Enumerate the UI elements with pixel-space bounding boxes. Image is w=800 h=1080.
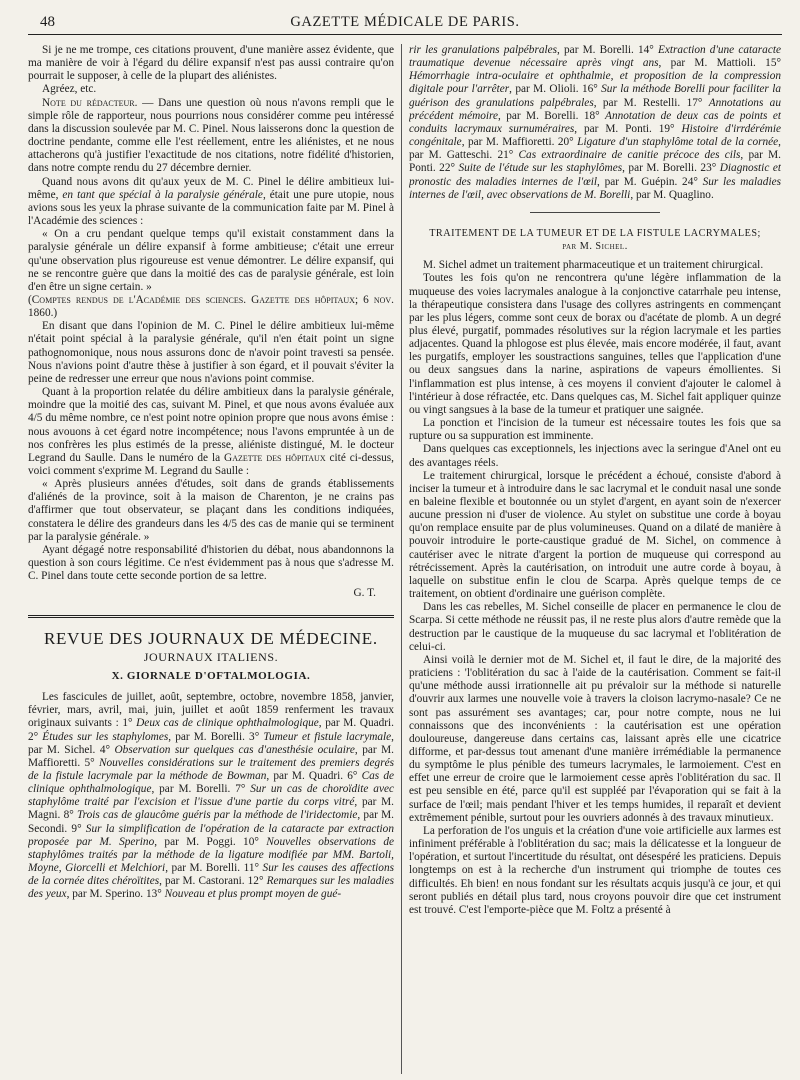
paragraph: Ainsi voilà le dernier mot de M. Sichel et, il faut le dire, de la majorité des praticiens : 'l'oblitération du sac à l'aide de la cautérisation. Comment se fait-il qu'une méthode aussi irrationnelle ait pu prévaloir sur la méthode si naturelle d'ouvrir aux larmes une nouvelle voie à travers la cloison lacrymo-nasale? Ce ne sont pas assurément ses avantages; car, pour notre compte, nous ne lui connaissons que des inconvénients : la cautérisation est une opération douloureuse, dangereuse dans certains cas, laissant après elle une cicatrice difforme, et par-dessus tout amenant d'une manière irrémédiable la permanence du symptôme le plus pénible des tumeurs lacrymales, le larmoiement. C'est en effet une erreur de croire que le larmoiement cesse après l'oblitération du sac. Il est peu sensible en été, parce qu'il est suppléé par l'évaporation qui se fait à la surface de l'œil; mais pendant l'hiver et les temps humides, il reparaît et devient extrêmement pénible, surtout pour les ouvriers adonnés à des travaux minutieux. [409, 653, 781, 824]
paragraph: Dans les cas rebelles, M. Sichel conseille de placer en permanence le clou de Scarpa. Si cette méthode ne réussit pas, il ne reste plus alors d'autre remède que la destruction par le caustique de la muqueuse du sac lacrymal et l'oblitération de celui-ci. [409, 601, 781, 653]
text-run: Quant à la proportion relatée du délire ambitieux dans la paralysie générale, moindre que la moitié des cas, suivant M. Pinel, et que nous avons évaluée aux 4/5 du même nombre, ce n'est point notre opinion propre que nous avons émise : nous avouons à cet égard notre incompétence; nous l'avons empruntée à un de nos confrères les plus estimés de la presse, aliéniste distingué, M. le docteur Legrand du Saulle. Dans le numéro de la [28, 386, 394, 464]
article-title: TRAITEMENT DE LA TUMEUR ET DE LA FISTULE LACRYMALES; par M. Sichel. [429, 227, 761, 253]
text-run: cité ci-dessus, voici comment s'exprime M. Legrand du Saulle : [28, 451, 394, 477]
editor-note-label: Note du rédacteur. [42, 96, 138, 109]
paragraph: Si je ne me trompe, ces citations prouvent, d'une manière assez évidente, que ma manière de voir à l'égard du délire expansif n'est pas aussi contraire qu'on pourrait le supposer, à celle de la plupart des aliénistes. [28, 44, 394, 83]
paragraph: En disant que dans l'opinion de M. C. Pinel le délire ambitieux lui-même n'était point spécial à la paralysie générale, qu'il n'en était point un signe pathognomonique, nous nous assurons donc de n'avoir point travesti sa pensée. Nous n'avions point d'autre thèse à justifier à son égard, et il pouvait s'éviter la peine de redresser une erreur que nous n'avions point commise. [28, 320, 394, 385]
column-divider [401, 44, 402, 1074]
left-column [28, 44, 394, 1076]
page-number: 48 [40, 14, 55, 30]
subsection-heading: JOURNAUX ITALIENS. [143, 649, 279, 664]
paragraph: Toutes les fois qu'on ne rencontrera qu'une légère inflammation de la muqueuse des voies lacrymales analogue à la conjonctive catarrhale peu intense, la thérapeutique consistera dans l'usage des collyres astringents en commençant par les plus légers, comme sont ceux de borax ou d'acétate de plomb. A un degré plus élevé, purgatif, pommades résolutives sur la région lacrymale et les parties adjacentes. Quand la phlogose est plus élevée, mais encore modérée, il faut, avant les purgatifs, employer les soustractions sanguines, telles que l'application d'une ou deux sangsues dans la narine, aspirations de vapeurs émollientes. Si l'inflammation est plus intense, à ces moyens il convient d'ajouter le calomel à l'intérieur à dose réfractée, etc. Dans quelques cas, M. Sichel fait appliquer quinze ou vingt sangsues à la base de la tumeur et pratiquer une saignée. [409, 272, 781, 416]
paragraph [28, 176, 394, 229]
signature: G. T. [353, 587, 376, 600]
journal-title: GAZETTE MÉDICALE DE PARIS. [290, 14, 520, 30]
text-run: Quand nous avons dit qu'aux yeux de M. C. Pinel le délire ambitieux lui-même, [28, 175, 394, 201]
italic-run: en tant que spécial à la paralysie générale [62, 188, 263, 201]
reference: (Comptes rendus de l'Académie des sciences. Gazette des hôpitaux; 6 nov. 1860.) [28, 293, 394, 320]
quotation: « On a cru pendant quelque temps qu'il existait constamment dans la paralysie générale un délire expansif à forme ambitieuse; c'était une erreur qu'une observation plus rigoureuse est venue démontrer. Le délire expansif, qui ne se rencontre guère que dans la moitié des cas de paralysie générale, est loin d'en être un signe certain. » [28, 228, 394, 293]
paragraph: Dans quelques cas exceptionnels, les injections avec la seringue d'Anel ont eu des avantages réels. [409, 443, 781, 469]
paragraph [28, 386, 394, 478]
section-heading: REVUE DES JOURNAUX DE MÉDECINE. [44, 628, 378, 648]
paragraph: rir les granulations palpébrales, par M. Borelli. 14° Extraction d'une cataracte traumatique devenue nécessaire après vingt ans, par M. Mattioli. 15° Hémorrhagie intra-oculaire et ophthalmie, et proposition de la compression digitale pour l'arrêter, par M. Olioli. 16° Sur la méthode Borelli pour faciliter la guérison des granulations palpébrales, par M. Restelli. 17° Annotations au précédent mémoire, par M. Borelli. 18° Annotation de deux cas de points et conduits lacrymaux surnuméraires, par M. Ponti. 19° Histoire d'irrdérémie congénitale, par M. Maffioretti. 20° Ligature d'un staphylôme total de la cornée, par M. Gatteschi. 21° Cas extraordinaire de canitie précoce des cils, par M. Ponti. 22° Suite de l'étude sur les staphylômes, par M. Borelli. 23° Diagnostic et pronostic des maladies internes de l'œil, par M. Guépin. 24° Sur les maladies internes de l'œil, avec observations de M. Borelli, par M. Quaglino. [409, 44, 781, 201]
journal-heading: X. GIORNALE D'OFTALMOLOGIA. [111, 669, 311, 682]
paragraph: La perforation de l'os unguis et la création d'une voie artificielle aux larmes est infiniment préférable à l'oblitération du sac; mais la délicatesse et la longueur de l'opération, et surtout l'incertitude du résultat, ont désespéré les praticiens. Depuis longtemps on est à la recherche d'un instrument qui triomphe de toutes ces difficultés. Eh bien! en nous fondant sur les résultats acquis jusqu'à ce jour, et qui seront publiés en détail plus tard, nous croyons pouvoir dire que cet instrument est trouvé. C'est l'emporte-pièce que M. Foltz a présenté à [409, 824, 781, 916]
text-run: , était une pure utopie, nous avions sous les yeux la phrase suivante de la communication faite par M. Pinel à l'Académie des sciences : [28, 188, 394, 228]
paragraph: Les fascicules de juillet, août, septembre, octobre, novembre 1858, janvier, février, mars, avril, mai, juin, juillet et août 1859 renferment les travaux originaux suivants : 1° Deux cas de clinique ophthalmologique, par M. Quadri. 2° Études sur les staphylomes, par M. Borelli. 3° Tumeur et fistule lacrymale, par M. Sichel. 4° Observation sur quelques cas d'anesthésie oculaire, par M. Maffioretti. 5° Nouvelles considérations sur le traitement des premiers degrés de la fistule lacrymale par la méthode de Bowman, par M. Quadri. 6° Cas de clinique ophthalmologique, par M. Borelli. 7° Sur un cas de choroïdite avec staphylôme traité par l'excision et l'issue d'une partie du corps vitré, par M. Magni. 8° Trois cas de glaucôme guéris par la méthode de l'iridectomie, par M. Secondi. 9° Sur la simplification de l'opération de la cataracte par extraction proposée par M. Sperino, par M. Poggi. 10° Nouvelles observations de staphylômes traités par la méthode de la ligature modifiée par MM. Bartoli, Moyne, Giorcelli et Melchiori, par M. Borelli. 11° Sur les causes des affections de la cornée dites chéroïtites, par M. Castorani. 12° Remarques sur les maladies des yeux, par M. Sperino. 13° Nouveau et plus prompt moyen de gué- [28, 691, 394, 901]
paragraph: Ayant dégagé notre responsabilité d'historien du débat, nous abandonnons la question à son cours légitime. Ce n'est évidemment pas à nous que s'adresse M. C. Pinel dans toute cette seconde portion de sa lettre. [28, 543, 394, 583]
page-header [28, 8, 782, 35]
divider [530, 212, 660, 213]
paragraph: Agréez, etc. [42, 83, 97, 96]
small-caps-run: Gazette des hôpitaux [224, 451, 326, 464]
editor-note [28, 97, 394, 176]
paragraph: M. Sichel admet un traitement pharmaceutique et un traitement chirurgical. [423, 259, 764, 272]
right-column [409, 44, 781, 1076]
paragraph: Le traitement chirurgical, lorsque le précédent a échoué, consiste d'abord à inciser la tumeur et à introduire dans le sac lacrymal et le conduit nasal une sonde en baleine flexible et boutonnée ou un stylet d'argent, en ayant soin de n'exercer aucune pression ni d'user de violence. Au stylet on substitue une corde à boyau qu'on remplace ensuite par de plus volumineuses. Quand on a dilaté de manière à pouvoir introduire le porte-caustique gradué de M. Sichel, on commence à cautériser avec le nitrate d'argent la portion de muqueuse qui correspond au rétrécissement. Après la cautérisation, on introduit une autre corde à boyau, à laquelle on substitue enfin le clou de Scarpa. Après quelque temps de ce traitement, on obtient d'ordinaire une guérison complète. [409, 469, 781, 601]
paragraph: La ponction et l'incision de la tumeur est nécessaire toutes les fois que sa rupture ou sa suppuration est imminente. [409, 417, 781, 443]
section-rule [28, 615, 394, 618]
editor-note-text: — Dans une question où nous n'avons rempli que le simple rôle de rapporteur, nous pourrions nous considérer comme peu intéressé dans la discussion soulevée par M. C. Pinel. Nous laisserons donc la question de doctrine pendante, comme elle l'est réellement, entre les aliénistes, et ne nous attacherons qu'à justifier l'exactitude de nos citations, notre fidélité d'historien, dans notre compte rendu du 27 décembre dernier. [28, 96, 394, 175]
quotation: « Après plusieurs années d'études, soit dans de grands établissements d'aliénés de la province, soit à la maison de Charenton, je ne crains pas d'affirmer que tout observateur, se plaçant dans les conditions indiquées, constatera le délire des grandeurs dans les 4/5 des cas de manie qui se terminent par la paralysie générale. » [28, 478, 394, 543]
